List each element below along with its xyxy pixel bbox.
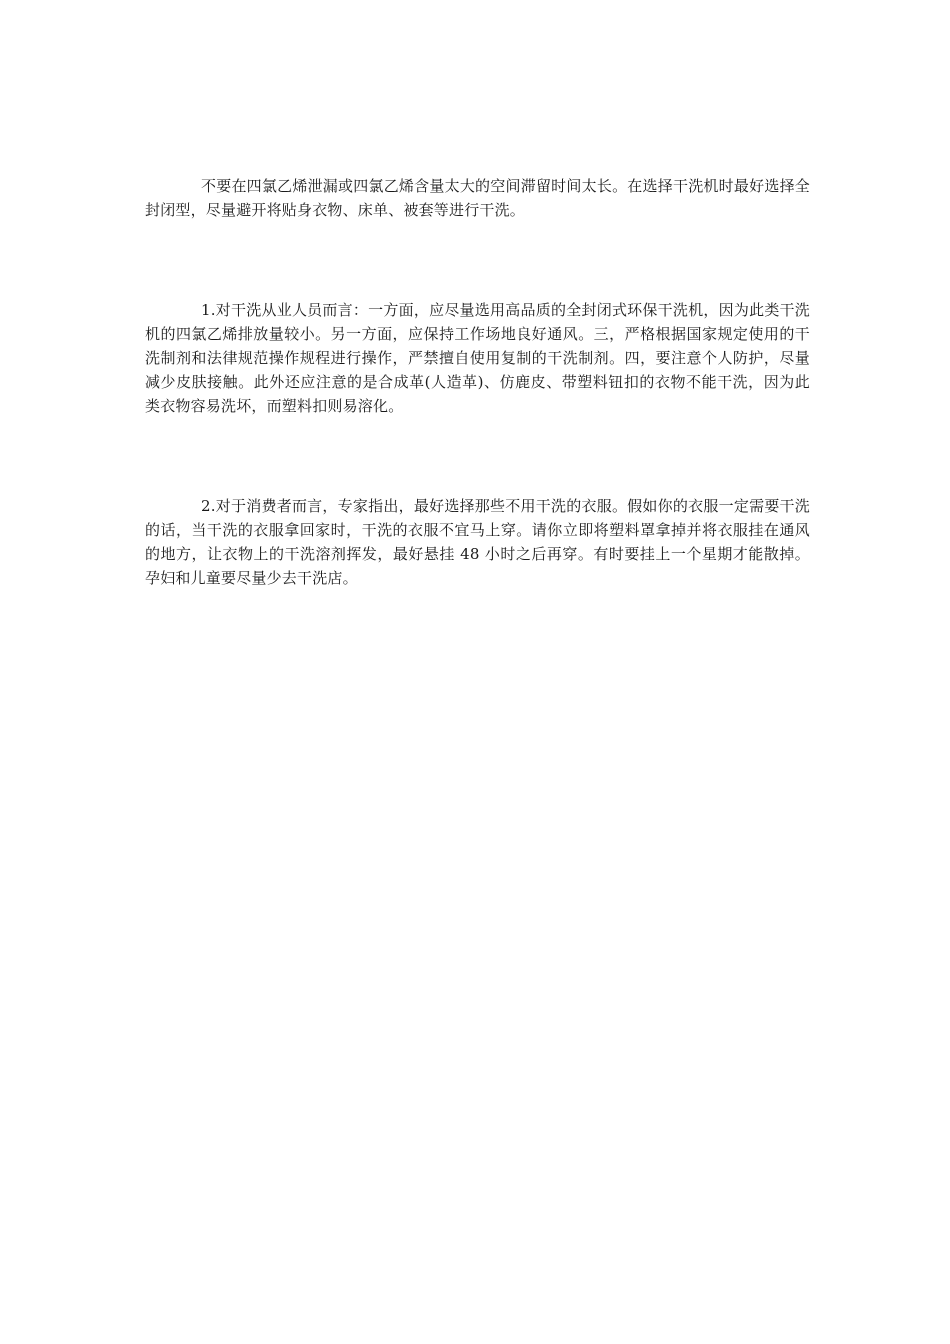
paragraph-advice-for-workers: 1.对干洗从业人员而言：一方面，应尽量选用高品质的全封闭式环保干洗机，因为此类干洗机的四氯乙烯排放量较小。另一方面，应保持工作场地良好通风。三，严格根据国家规定使用的干洗制剂和法律规范操作规程进行操作，严禁擅自使用复制的干洗制剂。四，要注意个人防护，尽量减少皮肤接触。此外还应注意的是合成革(人造革)、仿鹿皮、带塑料钮扣的衣物不能干洗，因为此类衣物容易洗坏，而塑料扣则易溶化。 [145, 301, 810, 415]
paragraph-ventilation-warning: 不要在四氯乙烯泄漏或四氯乙烯含量太大的空间滞留时间太长。在选择干洗机时最好选择全封闭型，尽量避开将贴身衣物、床单、被套等进行干洗。 [145, 177, 810, 219]
paragraph-advice-for-consumers: 2.对于消费者而言，专家指出，最好选择那些不用干洗的衣服。假如你的衣服一定需要干洗的话，当干洗的衣服拿回家时，干洗的衣服不宜马上穿。请你立即将塑料罩拿掉并将衣服挂在通风的地方，让衣物上的干洗溶剂挥发，最好悬挂 48 小时之后再穿。有时要挂上一个星期才能散掉。孕妇和儿童要尽量少去干洗店。 [145, 497, 810, 587]
